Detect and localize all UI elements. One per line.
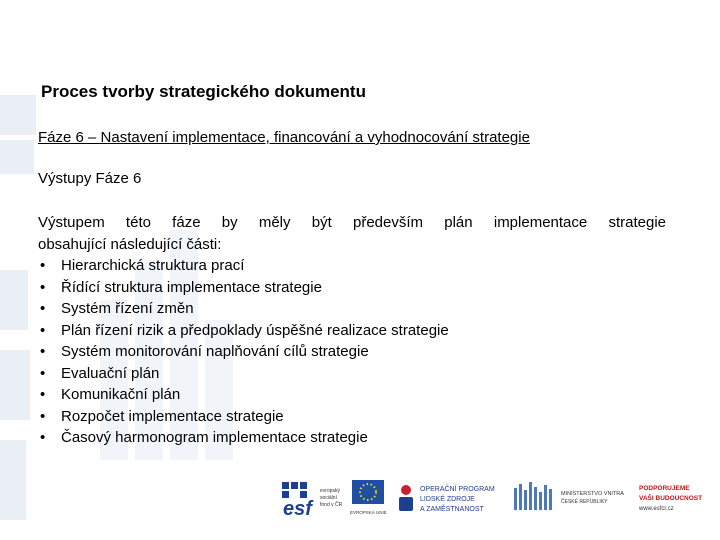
slogan-line-2: VAŠI BUDOUCNOST [639, 495, 703, 502]
list-item: • Hierarchická struktura prací [38, 255, 449, 277]
list-item: • Řídící struktura implementace strategie [38, 277, 449, 299]
list-item: • Plán řízení rizik a předpoklady úspěšné realizace strategie [38, 320, 449, 342]
ministry-line-1: MINISTERSTVO VNITRA [561, 491, 624, 497]
phase-heading: Fáze 6 – Nastavení implementace, financování a vyhodnocování strategie [38, 129, 530, 146]
list-item: • Komunikační plán [38, 384, 449, 406]
list-item: • Systém řízení změn [38, 298, 449, 320]
esf-text: esf [283, 498, 312, 520]
website-text: www.esfcr.cz [639, 506, 674, 512]
esf-logo [280, 480, 343, 520]
list-item: • Rozpočet implementace strategie [38, 406, 449, 428]
op-lzz-logo [396, 482, 495, 513]
esf-small-3: fond v ČR [320, 502, 343, 508]
op-line-2: LIDSKÉ ZDROJE [420, 496, 475, 503]
list-item: • Evaluační plán [38, 363, 449, 385]
eu-text: EVROPSKÁ UNIE [350, 510, 387, 515]
footer-logo-strip [278, 478, 718, 520]
output-list [38, 255, 449, 449]
intro-line-2: obsahující následující části: [38, 235, 222, 253]
intro-paragraph [38, 212, 666, 255]
slogan-line-1: PODPORUJEME [639, 485, 690, 492]
intro-line-1: Výstupem této fáze by měly být především plán implementace strategie [38, 214, 666, 231]
op-line-1: OPERAČNÍ PROGRAM [420, 486, 495, 493]
list-item: • Systém monitorování naplňování cílů strategie [38, 341, 449, 363]
esf-small-1: evropský [320, 488, 341, 494]
esf-small-2: sociální [320, 495, 337, 501]
outputs-heading: Výstupy Fáze 6 [38, 170, 142, 187]
list-item: • Časový harmonogram implementace strategie [38, 427, 449, 449]
ministry-line-2: ČESKÉ REPUBLIKY [561, 499, 608, 505]
slide-title: Proces tvorby strategického dokumentu [41, 82, 366, 101]
eu-flag-logo [350, 480, 387, 515]
ministry-logo [514, 482, 624, 510]
op-line-3: A ZAMĚSTNANOST [420, 506, 484, 513]
slogan-block [638, 485, 702, 512]
